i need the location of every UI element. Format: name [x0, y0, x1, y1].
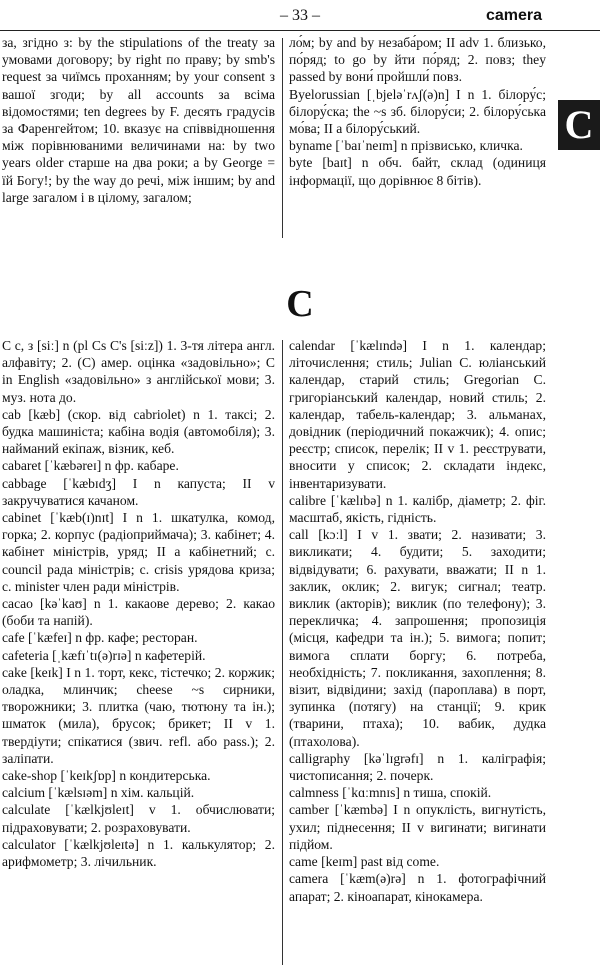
top-left-column	[2, 34, 275, 206]
entry-calibre: calibre [ˈkælɪbə] n 1. калібр, діаметр; 2. фіг. масштаб, якість, гідність.	[289, 492, 546, 526]
bottom-right-column	[289, 337, 546, 905]
entry-cacao: cacao [kəˈkaʊ] n 1. какаове дерево; 2. какао (боби та напій).	[2, 596, 275, 629]
entry-camber: camber [ˈkæmbə] I n опуклість, вигнутість, ухил; піднесення; II v вигинати; вигинати підйом.	[289, 802, 546, 852]
page-number: – 33 –	[280, 7, 320, 24]
entry-cafeteria: cafeteria [ˌkæfɪˈtɪ(ə)rɪə] n кафетерій.	[2, 647, 206, 663]
entry-came: came [keɪm] past від come.	[289, 854, 440, 870]
entry-calculate: calculate [ˈkælkjʊleɪt] v 1. обчислювати; підраховувати; 2. розраховувати.	[2, 802, 275, 835]
column-divider-top	[282, 38, 283, 238]
entry-calligraphy: calligraphy [kəˈlɪgrəfɪ] n 1. каліграфія; чистописання; 2. почерк.	[289, 750, 546, 784]
entry-cab: cab [kæb] (скор. від cabriolet) n 1. таксі; 2. будка машиніста; кабіна водія (автомобіля); 3. найманий екіпаж, візник, кеб.	[2, 406, 275, 457]
entry-camera: camera [ˈkæm(ə)rə] n 1. фотографічний апарат; 2. кіноапарат, кінокамера.	[289, 871, 546, 904]
entry-calcium: calcium [ˈkælsɪəm] n хім. кальцій.	[2, 785, 195, 801]
entry-byte: byte [baɪt] n обч. байт, склад (одиниця інформації, що дорівнює 8 бітів).	[289, 155, 546, 188]
guide-word: camera	[485, 7, 542, 24]
entry-byname: byname [ˈbaɪˈneɪm] n прізвисько, кличка.	[289, 138, 523, 154]
entry-c: C c, з [siː] n (pl Cs C's [siːz]) 1. 3-тя літера англ. алфавіту; 2. (C) амер. оцінка «задовільно»; C in English «задовільно» з англійської мови; 3. муз. нота до.	[2, 338, 275, 405]
column-divider-bottom	[282, 340, 283, 965]
page-header	[0, 0, 600, 31]
entry-call: call [kɔːl] I v 1. звати; 2. називати; 3. викликати; 4. будити; 5. заходити; відвідувати; 6. рахувати, вважати; II n 1. заклик, оклик; 2. вигук; сигнал; театр. виклик (акторів); виклик (по телефону); 3. перекличка; 4. запрошення; пропозиція (місця, кафедри та ін.); 5. вимога; попит; вимога сплати боргу; 6. потреба, необхідність; 7. покликання, захоплення; 8. візит, відвідини; захід (пароплава) в порт, зупинка (потягу) на станції; 9. крик (тварини, птаха); 10. вабик, дудка (птахолова).	[289, 527, 546, 749]
entry-calendar: calendar [ˈkælɪndə] I n 1. календар; літочислення; стиль; Julian C. юліанський календар, старий стиль; Gregorian C. григоріанський календар, новий стиль; 2. календар, табель-календар; 3. альманах, довідник (періодичний покажчик); 4. опис; реєстр; список, перелік; II v 1. реєструвати, вносити у список; 2. складати індекс, інвентаризувати.	[289, 338, 546, 491]
entry-cake: cake [keɪk] I n 1. торт, кекс, тістечко; 2. коржик; оладка, млинчик; cheese ~s сирники, творожники; 3. плитка (чаю, тютюну та ін.); шматок (мила), брусок; брикет; II v 1. твердіути; спікатися (звич. refl. або pass.); 2. заліпати.	[2, 664, 275, 766]
entry-byelorussian: Byelorussian [ˌbjeləˈrʌʃ(ə)n] I n 1. білору́с; білору́ска; the ~s зб. білору́си; 2. білору́ська мо́ва; II a білору́ський.	[289, 86, 546, 137]
entry-continuation: за, згідно з: by the stipulations of the treaty за умовами договору; by right по праву; by smb's request за чиїмсь проханням; by your consent з вашої згоди; by all accounts за всіма відомостями; ten degrees by F. десять градусів за Фаренгейтом; 10. вказує на співвідношення між порівнюваними величинами на: by two years older старше на два роки; a by George = їй Богу!; by the way до речі, між іншим; by and large загалом і в цілому, загалом;	[2, 35, 275, 205]
entry-continuation: ло́м; by and by незаба́ром; II adv 1. близько, по́ряд; to go by йти по́ряд; 2. повз; they passed by вони́ пройшли́ повз.	[289, 35, 546, 85]
top-right-column	[289, 34, 546, 189]
bottom-left-column	[2, 337, 275, 870]
entry-cake-shop: cake-shop [ˈkeɪkʃɒp] n кондитерська.	[2, 768, 211, 784]
entry-calculator: calculator [ˈkælkjʊleɪtə] n 1. калькулятор; 2. арифмометр; 3. лічильник.	[2, 836, 275, 870]
letter-thumb-tab: C	[558, 100, 600, 150]
entry-cabaret: cabaret [ˈkæbəreɪ] n фр. кабаре.	[2, 458, 179, 474]
section-letter-heading: C	[286, 283, 314, 325]
entry-calmness: calmness [ˈkɑːmnɪs] n тиша, спокій.	[289, 785, 492, 801]
entry-cafe: cafe [ˈkæfeɪ] n фр. кафе; ресторан.	[2, 630, 198, 646]
entry-cabinet: cabinet [ˈkæb(ɪ)nɪt] I n 1. шкатулка, комод, горка; 2. корпус (радіоприймача); 3. кабінет; 4. кабінет міністрів, уряд; II a кабінетний; c. council рада міністрів; c. crisis урядова криза; c. minister член ради міністрів.	[2, 510, 275, 594]
entry-cabbage: cabbage [ˈkæbɪdʒ] I n капуста; II v закручуватися качаном.	[2, 475, 275, 508]
